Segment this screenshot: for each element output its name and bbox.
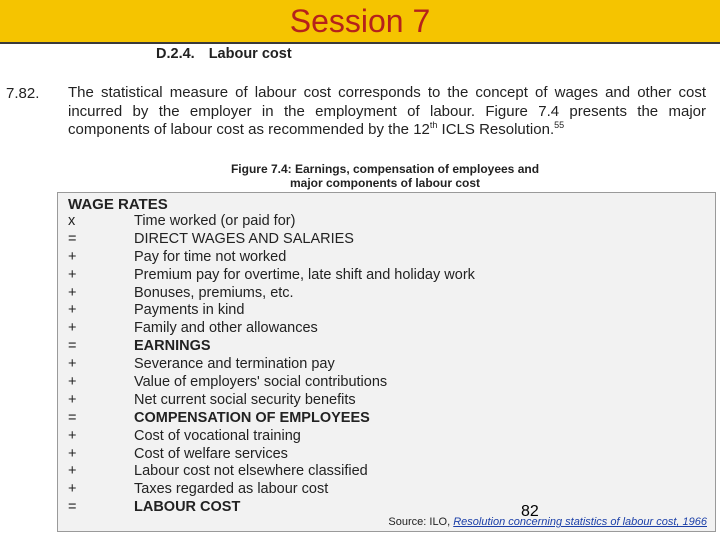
operator: + — [68, 463, 77, 480]
operator: + — [68, 481, 77, 498]
operator: + — [68, 248, 77, 265]
component-label: Severance and termination pay — [134, 356, 335, 373]
operator: + — [68, 374, 77, 391]
component-label: Net current social security benefits — [134, 391, 356, 408]
paragraph-number: 7.82. — [6, 85, 40, 102]
figure-caption: Figure 7.4: Earnings, compensation of employees and major components of labour cost — [230, 162, 540, 190]
operator: + — [68, 391, 77, 408]
slide-title: Session 7 — [289, 3, 431, 39]
operator: + — [68, 356, 77, 373]
operator: + — [68, 266, 77, 283]
component-label: Premium pay for overtime, late shift and holiday work — [134, 266, 475, 283]
operator: x — [68, 213, 76, 229]
labour-cost-box — [57, 192, 716, 532]
paragraph-text: The statistical measure of labour cost corresponds to the concept of wages and other cost incurred by the employer in the employment of labour. Figure 7.4 presents the major components of labour cost as recommended by the 12th ICLS Resolution.$^{55}$ — [68, 84, 706, 138]
operator: = — [68, 338, 77, 355]
operator: + — [68, 302, 77, 319]
title-bar — [0, 0, 720, 44]
component-label: Time worked (or paid for) — [134, 213, 296, 229]
component-label: Cost of welfare services — [134, 445, 288, 462]
operator: = — [68, 409, 77, 426]
component-label: Cost of vocational training — [134, 427, 301, 444]
section-heading — [156, 46, 292, 62]
footnote-ref: 55 — [554, 120, 565, 130]
component-label: LABOUR COST — [134, 499, 241, 516]
operator: + — [68, 284, 77, 301]
component-label: Taxes regarded as labour cost — [134, 481, 329, 498]
component-label: Pay for time not worked — [134, 248, 287, 265]
operator: + — [68, 427, 77, 444]
component-label: Value of employers' social contributions — [134, 374, 388, 391]
operator: + — [68, 320, 77, 337]
box-title: WAGE RATES — [68, 196, 168, 213]
component-label: DIRECT WAGES AND SALARIES — [134, 230, 354, 247]
component-label: Bonuses, premiums, etc. — [134, 284, 294, 301]
component-label: EARNINGS — [134, 338, 211, 355]
component-label: Family and other allowances — [134, 320, 318, 337]
operator: + — [68, 445, 77, 462]
component-label: Labour cost not elsewhere classified — [134, 463, 368, 480]
source-note: Source: ILO, Resolution concerning statistics of labour cost, 1966 — [388, 516, 707, 528]
operator: = — [68, 499, 77, 516]
section-title: Labour cost — [208, 46, 292, 62]
source-link[interactable]: Resolution concerning statistics of labour cost, 1966 — [453, 516, 707, 528]
page-number: 82 — [521, 503, 539, 520]
operator: = — [68, 230, 77, 247]
section-number: D.2.4. — [156, 46, 195, 62]
component-label: Payments in kind — [134, 302, 245, 319]
component-label: COMPENSATION OF EMPLOYEES — [134, 409, 370, 426]
